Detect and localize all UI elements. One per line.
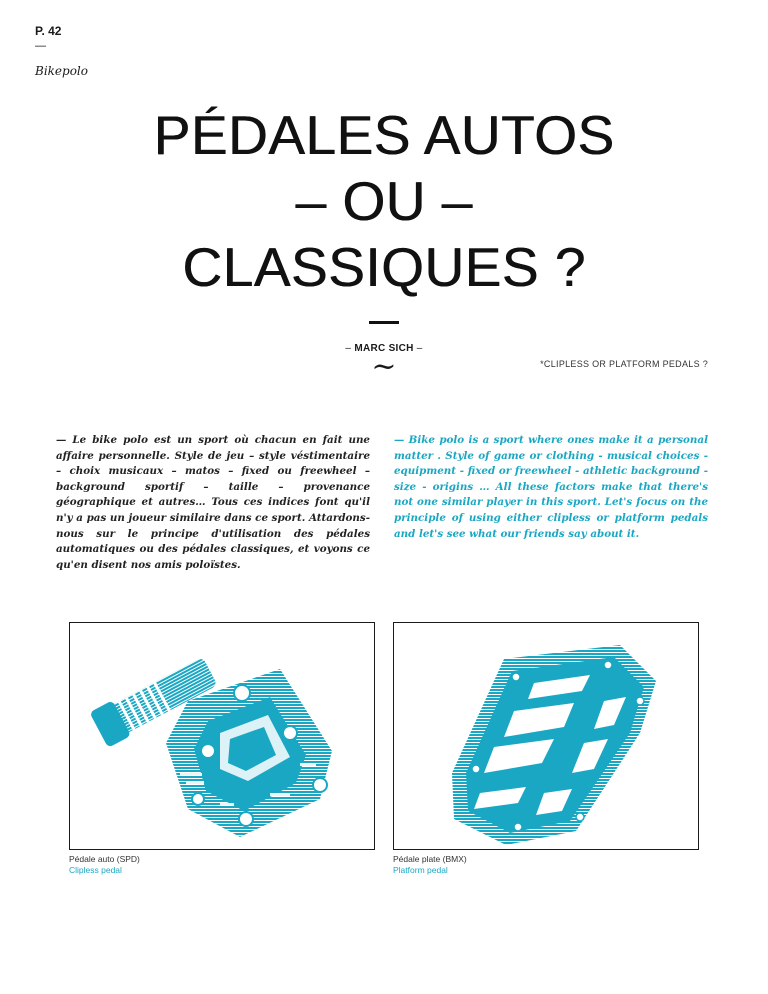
title-line-1: PÉDALES AUTOS [153,104,615,166]
platform-pedal-illustration [394,623,697,848]
platform-caption-fr: Pédale plate (BMX) [393,854,467,864]
article-title [0,102,768,300]
intro-english: — Bike polo is a sport where ones make it a personal matter . Style of game or clothing - musical choices - equipment - fixed or freewheel - athletic background - size - origins … All these factors make that there's not one similar player in this sport. Let's focus on the principle of using either clipless or platform pedals and let's see what our friends say about it. [394,434,708,540]
platform-pedal-figure [393,622,699,850]
clipless-pedal-caption [69,854,140,876]
clipless-pedal-figure [69,622,375,850]
clipless-caption-fr: Pédale auto (SPD) [69,854,140,864]
intro-french: — Le bike polo est un sport où chacun en fait une affaire personnelle. Style de jeu – style véstimentaire – choix musicaux – matos – fixed ou freewheel – background sportif – taille – provenance géographique et autres… Tous ces indices font qu'il n'y a pas un joueur similaire dans ce sport. Attardons-nous sur le principe d'utilisation des pédales automatiques ou des pédales classiques, et voyons ce qu'en disent nos amis poloïstes. [56,434,370,571]
title-line-3: CLASSIQUES ? [182,236,586,298]
platform-pedal-caption [393,854,467,876]
platform-caption-en: Platform pedal [393,865,448,875]
author-suffix: – [413,343,423,354]
clipless-caption-en: Clipless pedal [69,865,122,875]
clipless-pedal-illustration [70,623,373,848]
english-subtitle: *CLIPLESS OR PLATFORM PEDALS ? [540,359,708,369]
author-prefix: – [345,343,355,354]
page-number: P. 42 [35,24,62,38]
author-name: MARC SICH [354,343,414,354]
title-rule [369,321,399,324]
tilde-ornament: ~ [371,349,397,384]
section-label: Bikepolo [35,64,88,78]
page-number-dash: — [35,40,46,52]
title-line-2: – OU – [295,170,473,232]
